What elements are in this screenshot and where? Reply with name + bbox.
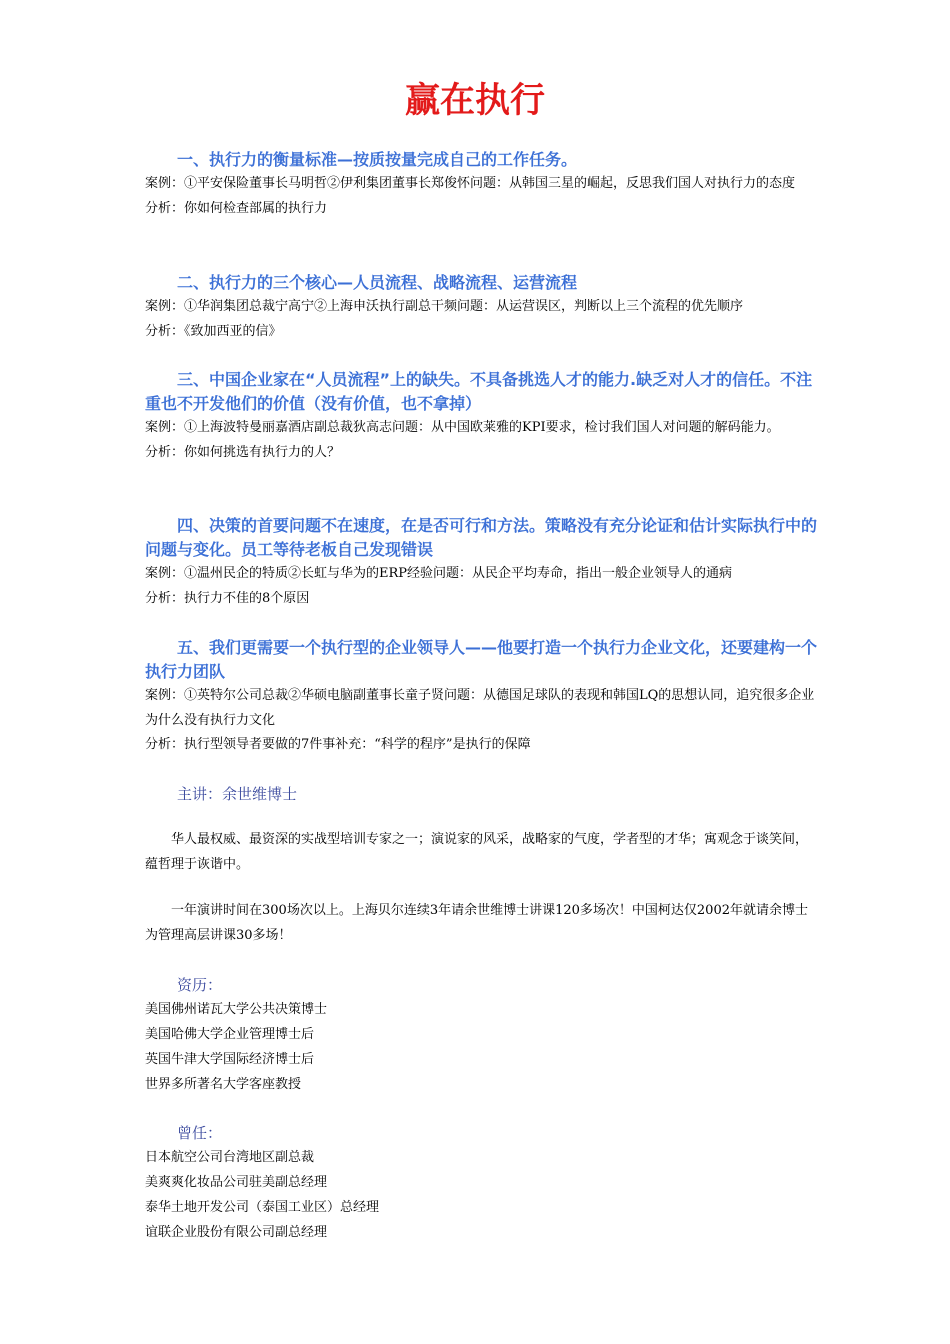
case-text: 案例：①温州民企的特质②长虹与华为的ERP经验问题：从民企平均寿命，指出一般企业领导人的通病 [145, 566, 733, 581]
analysis-text: 分析：执行型领导者要做的7件事补充：“科学的程序”是执行的保障 [145, 737, 531, 752]
section-heading: 三、中国企业家在“人员流程”上的缺失。不具备挑选人才的能力.缺乏对人才的信任。不注重也不开发他们的价值（没有价值，也不拿掉） [145, 370, 813, 413]
list-item: 日本航空公司台湾地区副总裁 [145, 1150, 315, 1165]
section-heading: 四、决策的首要问题不在速度，在是否可行和方法。策略没有充分论证和估计实际执行中的问题与变化。员工等待老板自己发现错误 [145, 516, 818, 559]
analysis-text: 分析：《致加西亚的信》 [145, 323, 282, 339]
section-4 [145, 514, 817, 611]
speaker-label: 主讲：余世维博士 [177, 785, 298, 803]
analysis-text: 分析：执行力不佳的8个原因 [145, 590, 310, 606]
qualifications-section [145, 973, 817, 1097]
analysis-text: 分析：你如何检查部属的执行力 [145, 200, 328, 216]
list-item: 谊联企业股份有限公司副总经理 [145, 1225, 328, 1240]
list-item: 美国佛州诺瓦大学公共决策博士 [145, 1002, 328, 1017]
section-1 [145, 148, 817, 221]
list-item: 泰华土地开发公司（泰国工业区）总经理 [145, 1200, 380, 1215]
list-item: 英国牛津大学国际经济博士后 [145, 1052, 315, 1067]
section-heading: 一、执行力的衡量标准—按质按量完成自己的工作任务。 [177, 150, 578, 169]
section-2 [145, 271, 817, 344]
list-item: 世界多所著名大学客座教授 [145, 1077, 302, 1092]
section-5 [145, 636, 817, 758]
speaker-intro-paragraph: 华人最权威、最资深的实战型培训专家之一；演说家的风采，战略家的气度，学者型的才华；寓观念于谈笑间，蕴哲理于诙谐中。 [145, 832, 809, 872]
case-text: 案例：①平安保险董事长马明哲②伊利集团董事长郑俊怀问题：从韩国三星的崛起，反思我们国人对执行力的态度 [145, 176, 796, 191]
former-roles-label: 曾任： [177, 1124, 223, 1142]
list-item: 美爽爽化妆品公司驻美副总经理 [145, 1175, 328, 1190]
speaker-lecture-paragraph: 一年演讲时间在300场次以上。上海贝尔连续3年请余世维博士讲课120多场次！中国柯达仅2002年就请余博士为管理高层讲课30多场！ [145, 903, 808, 943]
section-heading: 二、执行力的三个核心—人员流程、战略流程、运营流程 [177, 273, 578, 292]
list-item: 美国哈佛大学企业管理博士后 [145, 1027, 315, 1042]
speaker-section [145, 782, 817, 948]
former-roles-section [145, 1121, 817, 1245]
document-title: 赢在执行 [404, 81, 545, 121]
section-3 [145, 368, 817, 465]
case-text: 案例：①华润集团总裁宁高宁②上海申沃执行副总干频问题：从运营误区，判断以上三个流程的优先顺序 [145, 299, 744, 314]
section-heading: 五、我们更需要一个执行型的企业领导人——他要打造一个执行力企业文化，还要建构一个执行力团队 [145, 638, 818, 681]
qualifications-label: 资历： [177, 976, 223, 994]
analysis-text: 分析：你如何挑选有执行力的人？ [145, 444, 341, 460]
case-text: 案例：①上海波特曼丽嘉酒店副总裁狄高志问题：从中国欧莱雅的KPI要求，检讨我们国人对问题的解码能力。 [145, 420, 780, 435]
case-text: 案例：①英特尔公司总裁②华硕电脑副董事长童子贤问题：从德国足球队的表现和韩国LQ的思想认同，追究很多企业为什么没有执行力文化 [145, 688, 815, 728]
